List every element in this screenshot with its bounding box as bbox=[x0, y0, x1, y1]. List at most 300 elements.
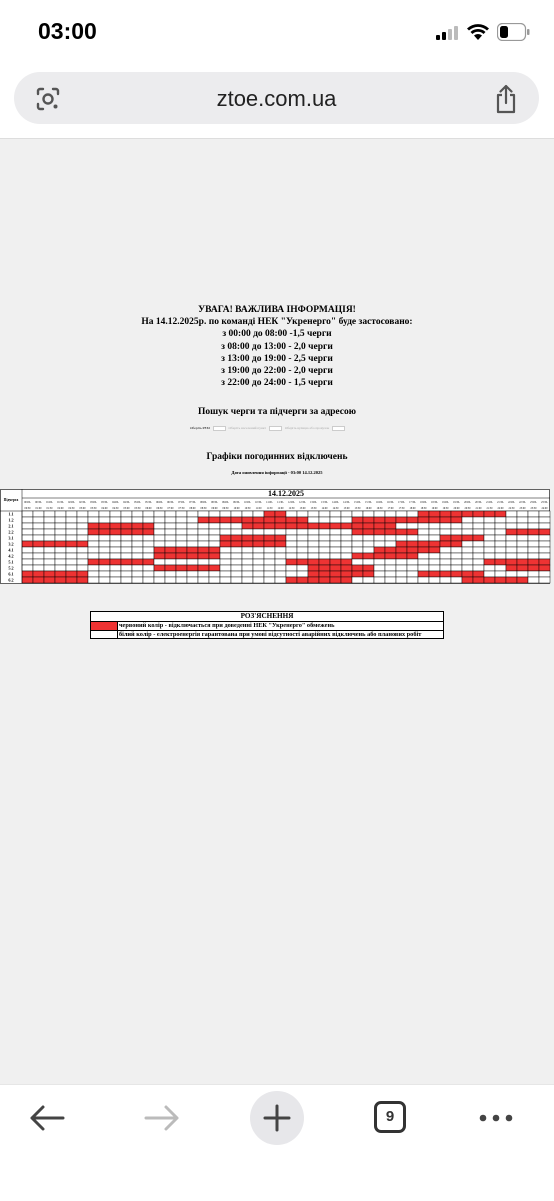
power-cell bbox=[220, 565, 231, 571]
slot-end-label: 05:30 bbox=[134, 507, 141, 510]
outage-cell bbox=[165, 553, 176, 559]
power-cell bbox=[495, 517, 506, 523]
power-cell bbox=[44, 559, 55, 565]
power-cell bbox=[385, 541, 396, 547]
outage-cell bbox=[374, 529, 385, 535]
power-cell bbox=[484, 523, 495, 529]
outage-cell bbox=[407, 547, 418, 553]
legend-red-swatch bbox=[91, 622, 118, 631]
slot-start-label: 17:00- bbox=[398, 501, 405, 504]
outage-cell bbox=[352, 565, 363, 571]
power-cell bbox=[264, 571, 275, 577]
power-cell bbox=[132, 565, 143, 571]
power-cell bbox=[286, 565, 297, 571]
outage-cell bbox=[242, 541, 253, 547]
power-cell bbox=[440, 529, 451, 535]
power-cell bbox=[517, 535, 528, 541]
outage-cell bbox=[517, 559, 528, 565]
slot-start-label: 13:00- bbox=[310, 501, 317, 504]
outage-cell bbox=[88, 523, 99, 529]
outage-cell bbox=[33, 571, 44, 577]
status-bar bbox=[0, 0, 554, 66]
power-cell bbox=[143, 547, 154, 553]
power-cell bbox=[275, 571, 286, 577]
power-cell bbox=[242, 577, 253, 583]
outage-cell bbox=[396, 517, 407, 523]
street-select-box[interactable] bbox=[332, 426, 345, 431]
outage-cell bbox=[286, 577, 297, 583]
power-cell bbox=[528, 553, 539, 559]
more-options-icon[interactable] bbox=[478, 1113, 514, 1123]
power-cell bbox=[176, 541, 187, 547]
power-cell bbox=[77, 535, 88, 541]
outage-cell bbox=[253, 517, 264, 523]
outage-cell bbox=[341, 577, 352, 583]
outage-cell bbox=[22, 571, 33, 577]
power-cell bbox=[220, 559, 231, 565]
tab-switcher-button[interactable]: 9 bbox=[374, 1101, 406, 1133]
slot-end-label: 14:30 bbox=[332, 507, 339, 510]
outage-cell bbox=[363, 565, 374, 571]
outage-cell bbox=[231, 517, 242, 523]
power-cell bbox=[187, 511, 198, 517]
outage-cell bbox=[352, 553, 363, 559]
notice-line: з 08:00 до 13:00 - 2,0 черги bbox=[221, 341, 333, 352]
slot-start-label: 03:00- bbox=[90, 501, 97, 504]
outage-cell bbox=[418, 571, 429, 577]
outage-cell bbox=[517, 565, 528, 571]
outage-cell bbox=[297, 517, 308, 523]
power-cell bbox=[143, 541, 154, 547]
slot-start-label: 22:00- bbox=[508, 501, 515, 504]
power-cell bbox=[132, 511, 143, 517]
slot-start-label: 20:00- bbox=[464, 501, 471, 504]
power-cell bbox=[143, 511, 154, 517]
outage-cell bbox=[209, 517, 220, 523]
slot-end-label: 10:00 bbox=[233, 507, 240, 510]
street-select[interactable]: Оберіть вулицю або провулок bbox=[284, 426, 330, 431]
forward-arrow-icon[interactable] bbox=[143, 1103, 181, 1133]
slot-end-label: 11:30 bbox=[266, 507, 273, 510]
outage-cell bbox=[440, 571, 451, 577]
slot-start-label: 21:00- bbox=[486, 501, 493, 504]
power-cell bbox=[297, 553, 308, 559]
power-cell bbox=[308, 529, 319, 535]
outage-cell bbox=[429, 547, 440, 553]
power-cell bbox=[33, 553, 44, 559]
power-cell bbox=[539, 577, 550, 583]
outage-cell bbox=[77, 577, 88, 583]
power-cell bbox=[99, 517, 110, 523]
outage-cell bbox=[330, 571, 341, 577]
power-cell bbox=[165, 517, 176, 523]
slot-end-label: 08:00 bbox=[189, 507, 196, 510]
power-cell bbox=[451, 547, 462, 553]
power-cell bbox=[462, 565, 473, 571]
power-cell bbox=[451, 559, 462, 565]
power-cell bbox=[165, 511, 176, 517]
legend-title: РОЗ'ЯСНЕННЯ bbox=[91, 612, 444, 622]
slot-start-label: 05:00- bbox=[134, 501, 141, 504]
outage-cell bbox=[528, 529, 539, 535]
outage-cell bbox=[495, 511, 506, 517]
queue-label: 1.2 bbox=[8, 517, 14, 523]
power-cell bbox=[121, 517, 132, 523]
power-cell bbox=[429, 529, 440, 535]
slot-start-label: 08:30- bbox=[211, 501, 218, 504]
power-cell bbox=[506, 523, 517, 529]
outage-cell bbox=[484, 577, 495, 583]
outage-cell bbox=[44, 541, 55, 547]
power-cell bbox=[231, 547, 242, 553]
power-cell bbox=[44, 529, 55, 535]
slot-start-label: 09:00- bbox=[222, 501, 229, 504]
power-cell bbox=[143, 535, 154, 541]
slot-end-label: 05:00 bbox=[123, 507, 130, 510]
outage-cell bbox=[33, 541, 44, 547]
slot-end-label: 01:00 bbox=[35, 507, 42, 510]
address-search-form bbox=[190, 426, 347, 431]
power-cell bbox=[341, 553, 352, 559]
power-cell bbox=[407, 577, 418, 583]
power-cell bbox=[121, 535, 132, 541]
outage-cell bbox=[506, 559, 517, 565]
slot-end-label: 21:00 bbox=[475, 507, 482, 510]
power-cell bbox=[440, 565, 451, 571]
power-cell bbox=[385, 577, 396, 583]
power-cell bbox=[264, 565, 275, 571]
power-cell bbox=[132, 553, 143, 559]
outage-cell bbox=[165, 565, 176, 571]
power-cell bbox=[418, 577, 429, 583]
power-cell bbox=[121, 541, 132, 547]
outage-cell bbox=[418, 511, 429, 517]
power-cell bbox=[198, 541, 209, 547]
legend-table bbox=[90, 611, 444, 639]
power-cell bbox=[319, 511, 330, 517]
slot-end-label: 01:30 bbox=[46, 507, 53, 510]
power-cell bbox=[121, 553, 132, 559]
slot-end-label: 12:00 bbox=[277, 507, 284, 510]
power-cell bbox=[407, 565, 418, 571]
outage-cell bbox=[374, 547, 385, 553]
back-arrow-icon[interactable] bbox=[28, 1103, 66, 1133]
legend-white-text: білий колір - електроенергія гарантована при умові відсутності аварійних відключень або планових робіт bbox=[118, 630, 444, 639]
power-cell bbox=[253, 577, 264, 583]
power-cell bbox=[242, 559, 253, 565]
outage-cell bbox=[308, 523, 319, 529]
outage-cell bbox=[319, 523, 330, 529]
outage-cell bbox=[77, 571, 88, 577]
power-cell bbox=[440, 547, 451, 553]
outage-cell bbox=[429, 517, 440, 523]
slot-end-label: 15:00 bbox=[343, 507, 350, 510]
power-cell bbox=[341, 511, 352, 517]
power-cell bbox=[539, 553, 550, 559]
outage-cell bbox=[297, 523, 308, 529]
power-cell bbox=[99, 577, 110, 583]
outage-cell bbox=[44, 577, 55, 583]
power-cell bbox=[528, 511, 539, 517]
power-cell bbox=[132, 535, 143, 541]
power-cell bbox=[517, 571, 528, 577]
power-cell bbox=[385, 571, 396, 577]
outage-cell bbox=[275, 541, 286, 547]
outage-cell bbox=[264, 523, 275, 529]
slot-end-label: 20:30 bbox=[464, 507, 471, 510]
outage-schedule-grid bbox=[0, 489, 554, 601]
power-cell bbox=[242, 511, 253, 517]
power-cell bbox=[33, 523, 44, 529]
slot-end-label: 12:30 bbox=[288, 507, 295, 510]
outage-cell bbox=[319, 559, 330, 565]
outage-cell bbox=[473, 511, 484, 517]
power-cell bbox=[484, 517, 495, 523]
power-cell bbox=[462, 523, 473, 529]
outage-cell bbox=[77, 541, 88, 547]
power-cell bbox=[143, 553, 154, 559]
power-cell bbox=[209, 571, 220, 577]
power-cell bbox=[88, 511, 99, 517]
power-cell bbox=[88, 547, 99, 553]
power-cell bbox=[374, 571, 385, 577]
power-cell bbox=[517, 553, 528, 559]
queue-label: 5.1 bbox=[8, 559, 14, 565]
outage-cell bbox=[209, 565, 220, 571]
power-cell bbox=[506, 535, 517, 541]
slot-start-label: 04:00- bbox=[112, 501, 119, 504]
power-cell bbox=[385, 559, 396, 565]
power-cell bbox=[330, 517, 341, 523]
power-cell bbox=[242, 529, 253, 535]
slot-end-label: 09:30 bbox=[222, 507, 229, 510]
outage-cell bbox=[385, 547, 396, 553]
power-cell bbox=[440, 577, 451, 583]
power-cell bbox=[286, 535, 297, 541]
power-cell bbox=[22, 535, 33, 541]
outage-cell bbox=[143, 529, 154, 535]
outage-cell bbox=[132, 559, 143, 565]
outage-cell bbox=[462, 511, 473, 517]
address-bar[interactable] bbox=[14, 72, 539, 124]
power-cell bbox=[473, 565, 484, 571]
outage-cell bbox=[154, 553, 165, 559]
slot-end-label: 21:30 bbox=[486, 507, 493, 510]
power-cell bbox=[154, 517, 165, 523]
power-cell bbox=[374, 535, 385, 541]
power-cell bbox=[308, 517, 319, 523]
outage-cell bbox=[286, 559, 297, 565]
outage-cell bbox=[66, 541, 77, 547]
outage-cell bbox=[429, 511, 440, 517]
url-text[interactable]: ztoe.com.ua bbox=[216, 86, 337, 111]
power-cell bbox=[33, 559, 44, 565]
slot-start-label: 05:30- bbox=[145, 501, 152, 504]
power-cell bbox=[77, 517, 88, 523]
power-cell bbox=[352, 547, 363, 553]
power-cell bbox=[341, 541, 352, 547]
outage-cell bbox=[121, 559, 132, 565]
outage-cell bbox=[275, 517, 286, 523]
outage-cell bbox=[121, 529, 132, 535]
schedule-title: Графіки погодинних відключень bbox=[206, 452, 348, 462]
outage-cell bbox=[407, 553, 418, 559]
outage-cell bbox=[407, 541, 418, 547]
power-cell bbox=[99, 541, 110, 547]
power-cell bbox=[44, 565, 55, 571]
power-cell bbox=[429, 553, 440, 559]
power-cell bbox=[55, 511, 66, 517]
outage-cell bbox=[330, 523, 341, 529]
power-cell bbox=[264, 547, 275, 553]
power-cell bbox=[319, 529, 330, 535]
power-cell bbox=[308, 535, 319, 541]
power-cell bbox=[473, 541, 484, 547]
power-cell bbox=[363, 577, 374, 583]
power-cell bbox=[77, 529, 88, 535]
locality-select[interactable]: Оберіть населений пункт bbox=[228, 426, 267, 431]
power-cell bbox=[22, 547, 33, 553]
power-cell bbox=[176, 517, 187, 523]
power-cell bbox=[374, 541, 385, 547]
slot-end-label: 23:00 bbox=[519, 507, 526, 510]
power-cell bbox=[341, 547, 352, 553]
power-cell bbox=[363, 547, 374, 553]
outage-cell bbox=[242, 517, 253, 523]
new-tab-button[interactable] bbox=[250, 1091, 304, 1145]
outage-cell bbox=[209, 547, 220, 553]
outage-cell bbox=[363, 523, 374, 529]
outage-cell bbox=[110, 523, 121, 529]
outage-cell bbox=[440, 517, 451, 523]
power-cell bbox=[231, 523, 242, 529]
power-cell bbox=[154, 577, 165, 583]
slot-start-label: 02:00- bbox=[68, 501, 75, 504]
power-cell bbox=[330, 529, 341, 535]
slot-end-label: 19:00 bbox=[431, 507, 438, 510]
outage-cell bbox=[297, 577, 308, 583]
power-cell bbox=[220, 553, 231, 559]
power-cell bbox=[110, 571, 121, 577]
outage-cell bbox=[242, 523, 253, 529]
outage-cell bbox=[99, 559, 110, 565]
outage-cell bbox=[407, 517, 418, 523]
power-cell bbox=[165, 523, 176, 529]
power-cell bbox=[462, 541, 473, 547]
slot-start-label: 11:00- bbox=[266, 501, 273, 504]
power-cell bbox=[396, 577, 407, 583]
power-cell bbox=[308, 541, 319, 547]
power-cell bbox=[297, 541, 308, 547]
wifi-icon bbox=[466, 23, 490, 41]
power-cell bbox=[484, 541, 495, 547]
power-cell bbox=[154, 559, 165, 565]
outage-cell bbox=[132, 529, 143, 535]
power-cell bbox=[319, 535, 330, 541]
outage-cell bbox=[220, 535, 231, 541]
power-cell bbox=[220, 547, 231, 553]
power-cell bbox=[110, 517, 121, 523]
power-cell bbox=[44, 535, 55, 541]
power-cell bbox=[77, 559, 88, 565]
power-cell bbox=[44, 517, 55, 523]
slot-start-label: 12:30- bbox=[299, 501, 306, 504]
outage-cell bbox=[231, 541, 242, 547]
queue-label: 3.1 bbox=[8, 535, 14, 541]
power-cell bbox=[528, 547, 539, 553]
power-cell bbox=[132, 517, 143, 523]
power-cell bbox=[231, 565, 242, 571]
slot-end-label: 02:30 bbox=[68, 507, 75, 510]
outage-cell bbox=[528, 565, 539, 571]
power-cell bbox=[121, 577, 132, 583]
slot-start-label: 02:30- bbox=[79, 501, 86, 504]
power-cell bbox=[407, 511, 418, 517]
power-cell bbox=[66, 553, 77, 559]
queue-label: 3.2 bbox=[8, 541, 14, 547]
slot-end-label: 16:00 bbox=[365, 507, 372, 510]
power-cell bbox=[110, 535, 121, 541]
power-cell bbox=[121, 565, 132, 571]
plus-icon bbox=[263, 1104, 291, 1132]
outage-cell bbox=[110, 529, 121, 535]
outage-cell bbox=[110, 559, 121, 565]
power-cell bbox=[462, 547, 473, 553]
share-icon[interactable] bbox=[493, 84, 519, 114]
power-cell bbox=[407, 535, 418, 541]
power-cell bbox=[154, 523, 165, 529]
power-cell bbox=[110, 577, 121, 583]
outage-cell bbox=[198, 565, 209, 571]
queue-label: 4.2 bbox=[8, 553, 14, 559]
outage-cell bbox=[66, 577, 77, 583]
slot-end-label: 13:00 bbox=[299, 507, 306, 510]
power-cell bbox=[495, 523, 506, 529]
power-cell bbox=[121, 571, 132, 577]
slot-end-label: 04:00 bbox=[101, 507, 108, 510]
power-cell bbox=[77, 511, 88, 517]
power-cell bbox=[297, 571, 308, 577]
power-cell bbox=[22, 565, 33, 571]
outage-cell bbox=[385, 529, 396, 535]
power-cell bbox=[99, 553, 110, 559]
queue-label: 1.1 bbox=[8, 511, 14, 517]
outage-cell bbox=[462, 571, 473, 577]
locality-select-box[interactable] bbox=[269, 426, 282, 431]
outage-cell bbox=[264, 517, 275, 523]
power-cell bbox=[319, 517, 330, 523]
slot-end-label: 02:00 bbox=[57, 507, 64, 510]
power-cell bbox=[264, 553, 275, 559]
outage-cell bbox=[319, 577, 330, 583]
power-cell bbox=[110, 553, 121, 559]
power-cell bbox=[495, 541, 506, 547]
power-cell bbox=[242, 565, 253, 571]
outage-cell bbox=[88, 559, 99, 565]
outage-cell bbox=[396, 541, 407, 547]
slot-end-label: 24:00 bbox=[541, 507, 548, 510]
rem-select[interactable] bbox=[213, 426, 226, 431]
status-time: 03:00 bbox=[38, 18, 97, 44]
power-cell bbox=[352, 577, 363, 583]
outage-cell bbox=[253, 541, 264, 547]
outage-cell bbox=[363, 529, 374, 535]
slot-end-label: 18:00 bbox=[409, 507, 416, 510]
slot-start-label: 00:00- bbox=[24, 501, 31, 504]
slot-end-label: 07:00 bbox=[167, 507, 174, 510]
power-cell bbox=[539, 517, 550, 523]
power-cell bbox=[253, 565, 264, 571]
